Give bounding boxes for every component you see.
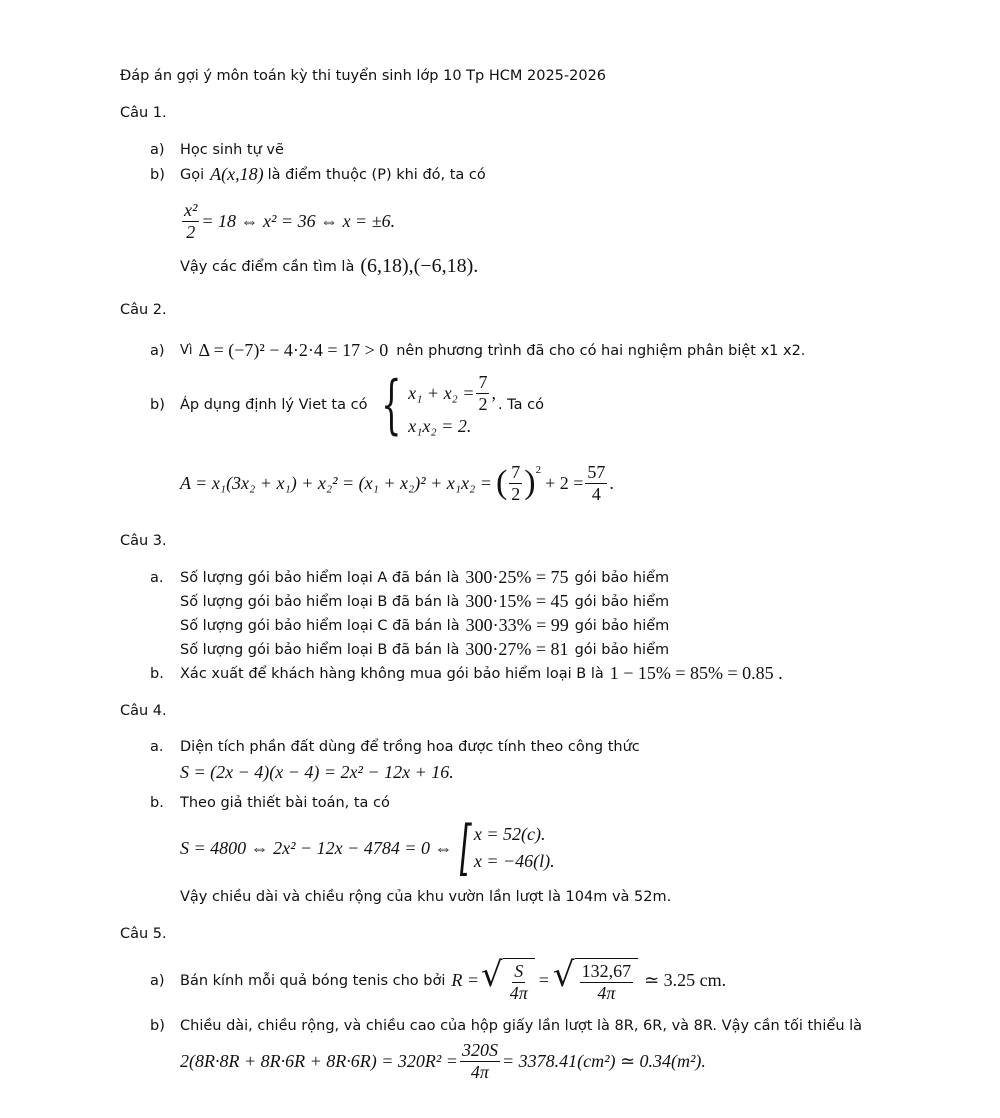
sqrt-s-over-4pi: √ $\frac{S}{4\pi}$ <box>481 958 535 1003</box>
cau1-fraction <box>182 200 199 242</box>
cau1-heading: Câu 1. <box>120 105 167 121</box>
cau3-line-2: Số lượng gói bảo hiểm loại C đã bán là 300·33% = 99 gói bảo hiểm <box>180 615 670 635</box>
cau1-conclusion-text: Vậy các điểm cần tìm là <box>180 258 355 275</box>
cau5-b-label: b) <box>150 1018 165 1034</box>
viet-sum: x₁ + x₂ = <box>408 382 475 403</box>
cau5-heading: Câu 5. <box>120 926 167 942</box>
cau1-b-suffix: là điểm thuộc (P) khi đó, ta có <box>267 166 486 183</box>
cau2-A-equation: A = x₁(3x₂ + x₁) + x₂² = (x₁ + x₂)² + x₁x₂ = ( $\frac{7}{2}$ ) $^2$ + 2 = $\frac{57}{4}$ . <box>180 462 614 504</box>
cau3-b-label: b. <box>150 665 164 682</box>
case-1: x = 52(c). <box>473 824 546 844</box>
cau2-a-suffix: nên phương trình đã cho có hai nghiệm phân biệt x1 x2. <box>396 342 806 359</box>
cau2-A-expr: A = x₁(3x₂ + x₁) + x₂² = (x₁ + x₂)² + x₁x₂ = <box>180 472 492 493</box>
cau3-line-1: Số lượng gói bảo hiểm loại B đã bán là 300·15% = 45 gói bảo hiểm <box>180 591 670 611</box>
viet-sum-fraction: $\frac{7}{2}$ <box>478 372 488 414</box>
cau4-a-line: a. Diện tích phần đất dùng để trồng hoa được tính theo công thức <box>150 739 640 755</box>
cau4-heading: Câu 4. <box>120 703 167 719</box>
cau1-a-label: a) <box>150 142 165 158</box>
cau5-a-label: a) <box>150 972 165 989</box>
sqrt-symbol: √ <box>552 955 575 995</box>
cau2-A-plus: + 2 = <box>545 472 584 493</box>
page-title: Đáp án gợi ý môn toán kỳ thi tuyển sinh lớp 10 Tp HCM 2025-2026 <box>120 68 607 84</box>
cau2-a-prefix: Vì <box>180 343 193 358</box>
cau1-equation <box>180 200 395 242</box>
sqrt-value-over-4pi: √ $\frac{132,67}{4\pi}$ <box>553 958 638 1003</box>
cau4-a-formula: S = (2x − 4)(x − 4) = 2x² − 12x + 16. <box>180 762 454 782</box>
viet-product: x₁x₂ = 2. <box>408 416 472 437</box>
cau2-a-label: a) <box>150 342 165 359</box>
cau2-heading: Câu 2. <box>120 302 167 318</box>
cau4-a-label: a. <box>150 739 164 755</box>
cau3-heading: Câu 3. <box>120 533 167 549</box>
cau2-b-label: b) <box>150 396 165 413</box>
left-bracket: [ <box>460 813 473 883</box>
cau1-b-prefix: Gọi <box>180 166 205 183</box>
fraction-denominator: 2 <box>186 221 196 242</box>
cau2-b-suffix: . Ta có <box>497 396 544 413</box>
cau1-b-line <box>150 164 486 185</box>
cau2-A-frac: $\frac{7}{2}$ <box>511 462 521 504</box>
cau5-a-line: a) Bán kính mỗi quả bóng tenis cho bởi R = √ $\frac{S}{4\pi}$ = √ $\frac{132,67}{4\pi}$ ≃ 3.25 cm. <box>150 955 727 1003</box>
cau1-eq-rest: = 18 ⇔ x² = 36 ⇔ x = ±6. <box>201 210 396 231</box>
case-system <box>454 813 555 883</box>
cau1-conclusion <box>180 255 478 278</box>
sqrt-symbol: √ <box>481 955 503 995</box>
cau3-line-3: Số lượng gói bảo hiểm loại B đã bán là 300·27% = 81 gói bảo hiểm <box>180 639 670 659</box>
fraction-numerator: x² <box>184 200 198 220</box>
cau5-b-equation: 2(8R·8R + 8R·6R + 8R·6R) = 320R² = $\frac{320S}{4\pi}$ = 3378.41(cm²) ≃ 0.34(m²). <box>180 1040 706 1082</box>
cau4-b-label: b. <box>150 795 164 811</box>
cau3-line-0: Số lượng gói bảo hiểm loại A đã bán là 300·25% = 75 gói bảo hiểm <box>180 567 670 587</box>
cau1-a-text: Học sinh tự vẽ <box>180 142 284 158</box>
cau5-b-fraction: $\frac{320S}{4\pi}$ <box>461 1040 498 1082</box>
cau1-b-point: A(x,18) <box>210 164 264 184</box>
case-2: x = −46(l). <box>473 851 555 871</box>
cau2-b-prefix: Áp dụng định lý Viet ta có <box>180 396 368 413</box>
viet-system: { x₁ + x₂ = $\frac{7}{2}$ , x₁x₂ = 2. <box>381 367 496 442</box>
cau4-b-equation: S = 4800 ⇔ 2x² − 12x − 4784 = 0 ⇔ [ x = 52(c). x = −46(l). <box>180 813 555 883</box>
cau4-b-line: b. Theo giả thiết bài toán, ta có <box>150 795 390 811</box>
left-brace: { <box>381 367 402 442</box>
cau1-conclusion-points: (6,18),(−6,18). <box>360 255 479 277</box>
cau2-a-line <box>150 340 805 361</box>
cau2-delta: Δ = (−7)² − 4·2·4 = 17 > 0 <box>198 340 389 360</box>
cau1-b-label: b) <box>150 166 165 183</box>
cau3-b-line: b. Xác xuất để khách hàng không mua gói bảo hiểm loại B là 1 − 15% = 85% = 0.85 . <box>150 663 783 683</box>
cau2-A-result: $\frac{57}{4}$ <box>587 462 606 504</box>
cau2-b-line <box>150 367 544 442</box>
cau3-a-label: a. <box>150 570 164 586</box>
cau5-b-line: b) Chiều dài, chiều rộng, và chiều cao của hộp giấy lần lượt là 8R, 6R, và 8R. Vậy cần tối thiểu là <box>150 1018 863 1034</box>
cau4-conclusion: Vậy chiều dài và chiều rộng của khu vườn lần lượt là 104m và 52m. <box>180 889 672 905</box>
